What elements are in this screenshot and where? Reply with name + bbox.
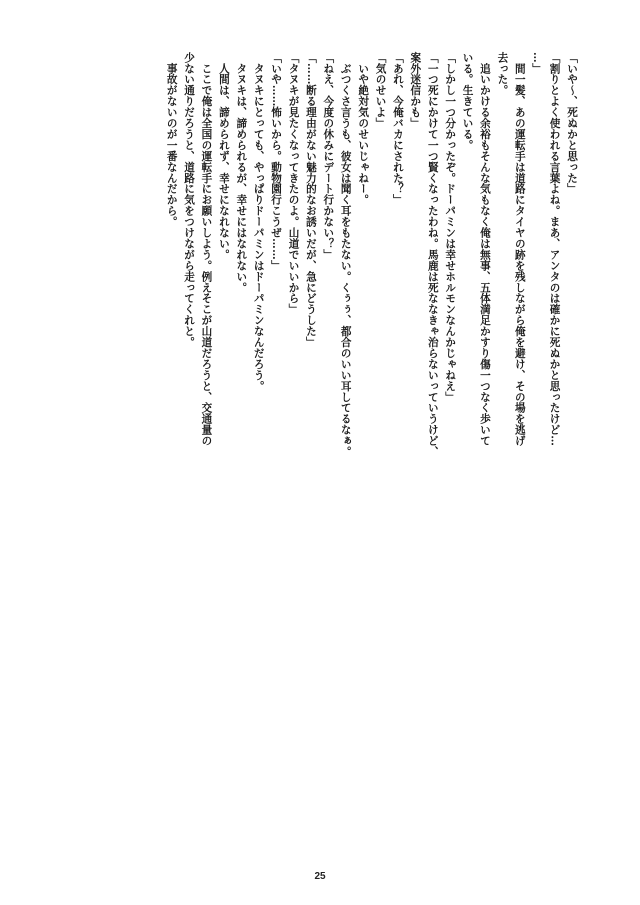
text-line: 「あれ、今俺バカにされた？」 xyxy=(391,52,404,206)
page-number: 25 xyxy=(314,871,326,882)
text-line: タヌキにとっても、やっぱりドーパミンはドーパミンなんだろう。 xyxy=(252,52,265,392)
text-line: ぶつくさ言うも、彼女は聞く耳をもたない。くぅぅ、都合のいい耳してるなぁ。 xyxy=(339,52,352,458)
text-line: 案外迷信かも」 xyxy=(409,52,422,129)
text-line: 人間は、諦められず、幸せになれない。 xyxy=(217,52,230,261)
text-line: 「……断る理由がない魅力的なお誘いだが、急にどうした」 xyxy=(304,52,317,348)
body-text xyxy=(162,52,580,642)
text-line: 事故がないのが一番なんだから。 xyxy=(165,52,178,228)
text-line: いる。生きている。 xyxy=(461,52,474,151)
text-line: 「いや～、死ぬかと思った」 xyxy=(566,52,578,195)
text-line: 間一髪、あの運転手は道路にタイヤの跡を残しながら俺を避け、その場を逃げ xyxy=(513,52,526,447)
text-line: …」 xyxy=(531,52,544,74)
text-line: 追いかける余裕もそんな気もなく俺は無事、五体満足かすり傷一つなく歩いて xyxy=(478,52,491,447)
text-line: 「気のせいよ」 xyxy=(374,52,387,129)
text-line: 「タヌキが見たくなってきたのよ。山道でいいから」 xyxy=(287,52,300,315)
text-line: いや絶対気のせいじゃねー。 xyxy=(357,52,370,206)
text-line: 「いや……怖いから。動物園行こうぜ……」 xyxy=(270,52,283,271)
text-line: 「ねえ、今度の休みにデート行かない？」 xyxy=(322,52,335,261)
text-line: ここで俺は全国の運転手にお願いしよう。例えそこが山道だろうと、交通量の xyxy=(200,52,213,447)
text-line: 「割りとよく使われる言葉よね。まあ、アンタのは確かに死ぬかと思ったけど… xyxy=(548,52,561,447)
text-line: 少ない通りだろうと、道路に気をつけながら走ってくれと。 xyxy=(183,52,196,348)
text-line: タヌキは、諦められるが、幸せにはなれない。 xyxy=(235,52,248,293)
text-line: 「一つ死にかけて一つ賢くなったわね。馬鹿は死ななきゃ治らないっていうけど、 xyxy=(426,52,439,458)
text-line: 「しかし一つ分かったぞ。ドーパミンは幸せホルモンなんかじゃねえ」 xyxy=(444,52,457,403)
text-line: 去った。 xyxy=(496,52,509,96)
